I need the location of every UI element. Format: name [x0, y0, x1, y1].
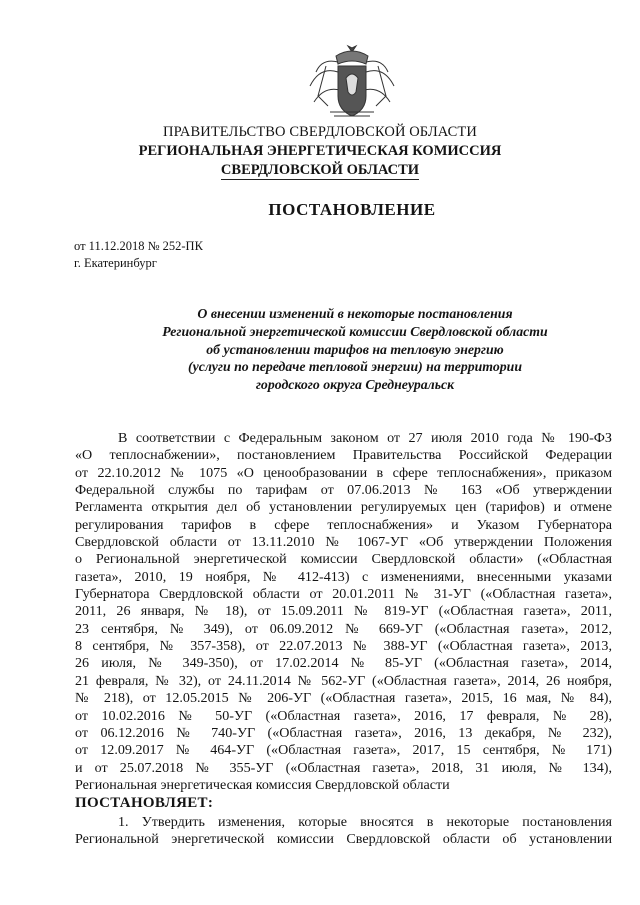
preamble-line: 23 сентября, № 349), от 06.09.2012 № 669-УГ («Областная газета», 2012,: [75, 620, 612, 637]
coat-of-arms-icon: [296, 42, 408, 122]
preamble-line: 2011, 26 января, № 18), от 15.09.2011 № 819-УГ («Областная газета», 2011,: [75, 603, 612, 620]
resolve-heading: ПОСТАНОВЛЯЕТ:: [75, 795, 214, 811]
document-city: г. Екатеринбург: [74, 256, 157, 270]
item-line: 1. Утвердить изменения, которые вносятся в некоторые постановления: [118, 814, 612, 830]
preamble-line: «О теплоснабжении», постановлением Правительства Российской Федерации: [75, 447, 612, 464]
subject-line: Региональной энергетической комиссии Свердловской области: [162, 323, 548, 339]
preamble-line: 21 февраля, № 32), от 24.11.2014 № 562-УГ («Областная газета», 2014, 26 ноября,: [75, 672, 612, 689]
subject-line: (услуги по передаче тепловой энергии) на территории: [187, 359, 522, 375]
preamble-line: регулирования тарифов в сфере теплоснабжения» и Указом Губернатора: [75, 516, 612, 533]
document-date-number: от 11.12.2018 № 252-ПК: [74, 239, 203, 253]
preamble-line: и от 25.07.2018 № 355-УГ («Областная газета», 2018, 31 июля, № 134),: [75, 759, 612, 776]
item-line: Региональной энергетической комиссии Свердловской области об установлении: [75, 831, 612, 848]
commission-region-text: СВЕРДЛОВСКОЙ ОБЛАСТИ: [220, 162, 420, 178]
preamble-line: Региональная энергетическая комиссия Свердловской области: [75, 776, 450, 793]
preamble-line: Губернатора Свердловской области от 20.01.2011 № 31-УГ («Областная газета»,: [75, 586, 612, 603]
commission-title: РЕГИОНАЛЬНАЯ ЭНЕРГЕТИЧЕСКАЯ КОМИССИЯ: [138, 143, 502, 159]
preamble-line: Федеральной службы по тарифам от 07.06.2013 № 163 «Об утверждении: [75, 482, 612, 499]
preamble-line: Свердловской области от 13.11.2010 № 1067-УГ «Об утверждении Положения: [75, 534, 612, 551]
document-type: ПОСТАНОВЛЕНИЕ: [268, 200, 436, 219]
preamble-line: № 218), от 12.05.2015 № 206-УГ («Областная газета», 2015, 16 мая, № 84),: [75, 690, 612, 707]
preamble-line: Регламента открытия дел об установлении регулируемых цен (тарифов) и отмене: [75, 499, 612, 516]
preamble-line: о Региональной энергетической комиссии Свердловской области» («Областная: [75, 551, 612, 568]
preamble-line: 8 сентября, № 357-358), от 22.07.2013 № 388-УГ («Областная газета», 2013,: [75, 638, 612, 655]
subject-line: об установлении тарифов на тепловую энергию: [206, 341, 504, 357]
preamble-line: газета», 2010, 19 ноября, № 412-413) с изменениями, внесенными указами: [75, 568, 612, 585]
subject-line: О внесении изменений в некоторые постановления: [197, 306, 513, 321]
subject-line: городского округа Среднеуральск: [255, 377, 455, 393]
preamble: [75, 430, 612, 794]
commission-region: [0, 162, 640, 179]
preamble-line: 26 июля, № 349-350), от 17.02.2014 № 85-УГ («Областная газета», 2014,: [75, 655, 612, 672]
preamble-line: от 10.02.2016 № 50-УГ («Областная газета», 2016, 17 февраля, № 28),: [75, 707, 612, 724]
preamble-line: от 12.09.2017 № 464-УГ («Областная газета», 2017, 15 сентября, № 171): [75, 742, 612, 759]
government-title: ПРАВИТЕЛЬСТВО СВЕРДЛОВСКОЙ ОБЛАСТИ: [163, 124, 477, 140]
document-subject: [130, 305, 580, 394]
preamble-line: В соответствии с Федеральным законом от 27 июля 2010 года № 190-ФЗ: [118, 430, 612, 446]
preamble-line: от 06.12.2016 № 740-УГ («Областная газета», 2016, 13 декабря, № 232),: [75, 724, 612, 741]
item-1: [75, 814, 612, 849]
preamble-line: от 22.10.2012 № 1075 «О ценообразовании в сфере теплоснабжения», приказом: [75, 464, 612, 481]
